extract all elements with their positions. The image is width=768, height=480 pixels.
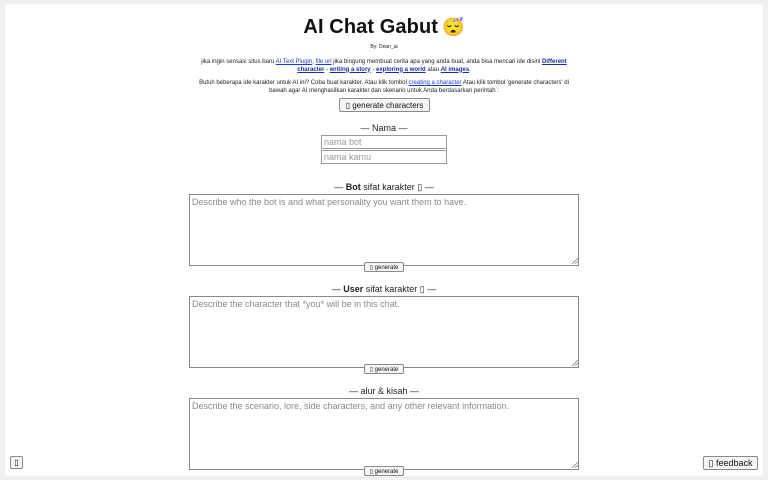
corner-button[interactable]: ▯	[10, 456, 23, 469]
character-ideas-paragraph	[190, 80, 578, 95]
bot-description-textarea[interactable]	[189, 194, 579, 266]
creating-a-character-link[interactable]: creating a character	[408, 80, 462, 86]
intro-text: jika bingung membuat cerita apa yang anda buat, anda bisa mencari ide disini	[331, 59, 543, 65]
label-suffix: sifat karakter ▯ —	[363, 284, 437, 294]
resize-grip-icon[interactable]	[572, 258, 578, 264]
page-title-text: AI Chat Gabut	[303, 16, 439, 38]
page-title	[0, 16, 768, 39]
scenario-section-label: — alur & kisah —	[348, 386, 420, 396]
intro-text: Atau klik tombol 'generate characters' di bawah agar AI menghasilkan karakter dan skenario untuk Anda berdasarkan perintah :	[269, 80, 569, 94]
label-bold: User	[343, 284, 364, 294]
intro-text: Butuh beberapa ide karakter untuk AI ini? Coba buat karakter. Atau klik tombol	[199, 80, 409, 86]
generate-scenario-button[interactable]: ▯ generate	[364, 466, 404, 476]
label-suffix: sifat karakter ▯ —	[360, 182, 434, 192]
user-description-textarea[interactable]	[189, 296, 579, 368]
intro-paragraph	[190, 59, 578, 74]
writing-a-story-link[interactable]: writing a story	[329, 66, 371, 73]
intro-text: .	[469, 66, 471, 73]
generate-bot-button[interactable]: ▯ generate	[364, 262, 404, 272]
user-section-label	[0, 284, 768, 295]
exploring-a-world-link[interactable]: exploring a world	[376, 66, 426, 73]
feedback-button[interactable]: ▯ feedback	[703, 456, 758, 470]
byline: By: Dean_ai	[370, 44, 398, 50]
ai-text-plugin-link[interactable]: AI Text Plugin	[275, 59, 313, 65]
sleeping-face-icon: 😴	[442, 17, 465, 37]
different-character-link[interactable]: Different character	[297, 59, 567, 73]
user-name-input[interactable]	[321, 150, 447, 164]
file-url-link[interactable]: file url	[315, 59, 332, 65]
label-dash: —	[334, 182, 346, 192]
label-dash: —	[331, 284, 344, 294]
bot-name-input[interactable]	[321, 135, 447, 149]
ai-images-link[interactable]: AI images	[440, 66, 470, 73]
scenario-textarea[interactable]	[189, 398, 579, 470]
intro-text: jika ingin sensasi situs baru	[201, 59, 276, 65]
intro-text: ,	[312, 59, 316, 65]
bot-section-label	[0, 182, 768, 193]
intro-separator: -	[370, 66, 376, 73]
generate-characters-button[interactable]: ▯ generate characters	[339, 98, 430, 112]
resize-grip-icon[interactable]	[572, 462, 578, 468]
label-bold: Bot	[345, 182, 361, 192]
intro-separator: -	[324, 66, 330, 73]
resize-grip-icon[interactable]	[572, 360, 578, 366]
generate-user-button[interactable]: ▯ generate	[364, 364, 404, 374]
intro-text: atau	[425, 66, 441, 73]
nama-section-label: — Nama —	[360, 123, 408, 133]
